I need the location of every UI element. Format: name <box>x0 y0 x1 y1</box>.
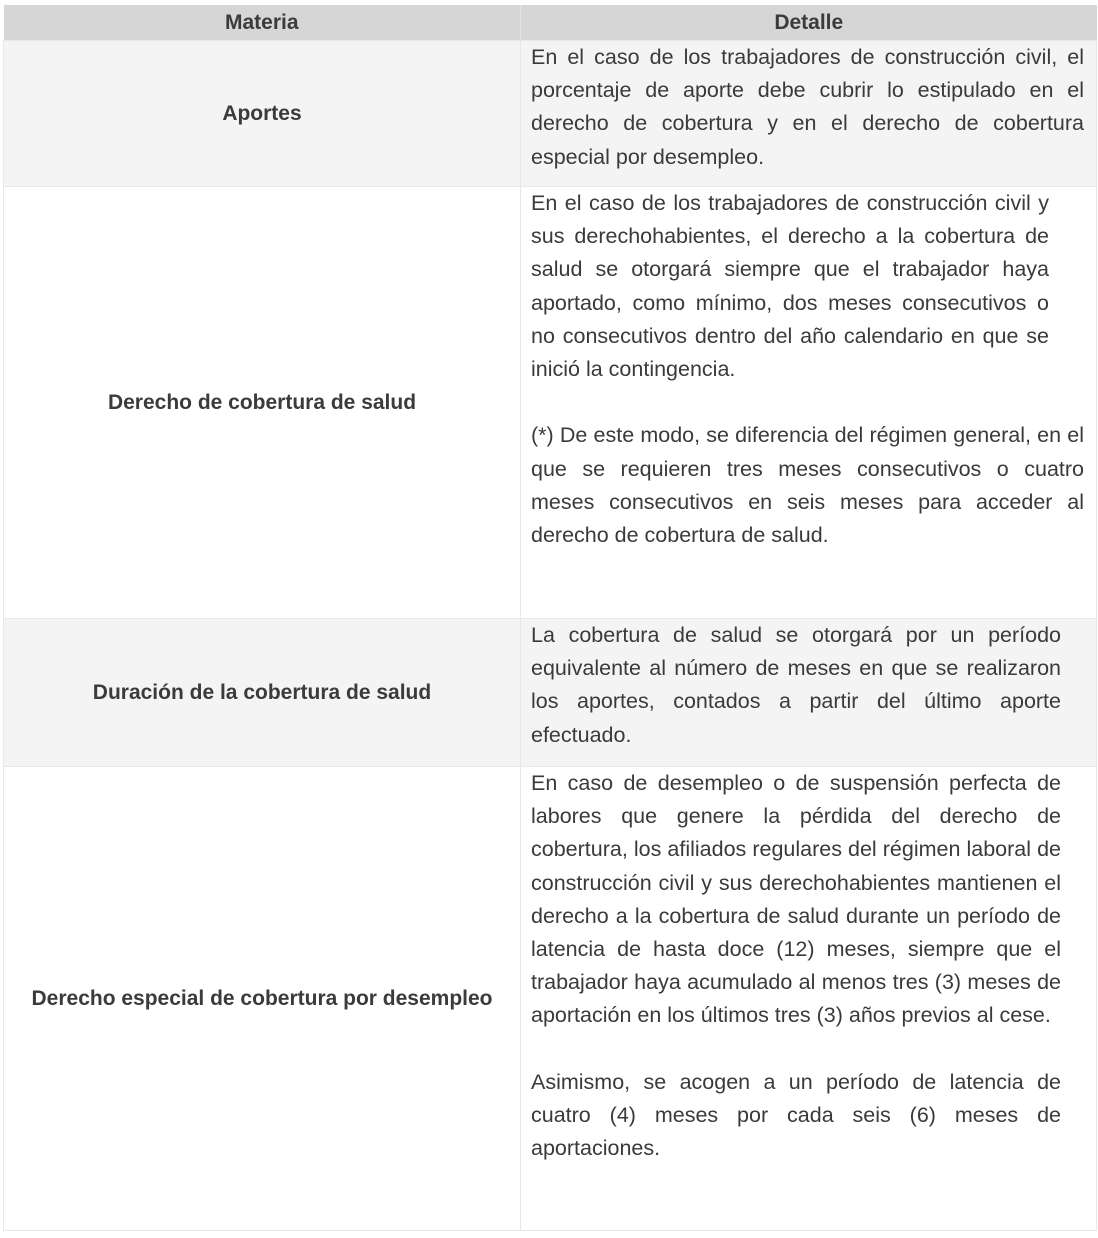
detalle-cell <box>521 41 1097 187</box>
paragraph-gap <box>531 1033 1084 1066</box>
detalle-cell <box>521 187 1097 619</box>
detalle-paragraph: En el caso de los trabajadores de construcción civil, el porcentaje de aporte debe cubrir lo estipulado en el derecho de cobertura y en el derecho de cobertura especial por desempleo. <box>531 45 1084 169</box>
materia-cell: Duración de la cobertura de salud <box>4 619 521 767</box>
materia-cell: Aportes <box>4 41 521 187</box>
detalle-paragraph: Asimismo, se acogen a un período de latencia de cuatro (4) meses por cada seis (6) meses de aportaciones. <box>531 1069 1061 1161</box>
detalle-cell <box>521 619 1097 767</box>
table-row <box>4 187 1097 619</box>
detalle-paragraph: En el caso de los trabajadores de construcción civil y sus derechohabientes, el derecho a la cobertura de salud se otorgará siempre que el trabajador haya aportado, como mínimo, dos meses consecutivos o no consecutivos dentro del año calendario en que se inició la contingencia. <box>531 191 1049 382</box>
detalle-cell <box>521 767 1097 1231</box>
header-materia: Materia <box>4 5 521 41</box>
paragraph-gap <box>531 386 1084 419</box>
detalle-paragraph: En caso de desempleo o de suspensión perfecta de labores que genere la pérdida del derecho de cobertura, los afiliados regulares del régimen laboral de construcción civil y sus derechohabientes mantienen el derecho a la cobertura de salud durante un período de latencia de hasta doce (12) meses, siempre que el trabajador haya acumulado al menos tres (3) meses de aportación en los últimos tres (3) años previos al cese. <box>531 771 1061 1028</box>
detalle-paragraph: La cobertura de salud se otorgará por un período equivalente al número de meses en que se realizaron los aportes, contados a partir del último aporte efectuado. <box>531 623 1061 747</box>
materia-cell: Derecho especial de cobertura por desempleo <box>4 767 521 1231</box>
table-row <box>4 767 1097 1231</box>
table-row <box>4 619 1097 767</box>
detalle-paragraph: (*) De este modo, se diferencia del régimen general, en el que se requieren tres meses consecutivos o cuatro meses consecutivos en seis meses para acceder al derecho de cobertura de salud. <box>531 423 1084 548</box>
materia-detalle-table <box>3 5 1097 1231</box>
header-detalle: Detalle <box>521 5 1097 41</box>
table-row <box>4 41 1097 187</box>
materia-cell: Derecho de cobertura de salud <box>4 187 521 619</box>
table-header-row <box>4 5 1097 41</box>
